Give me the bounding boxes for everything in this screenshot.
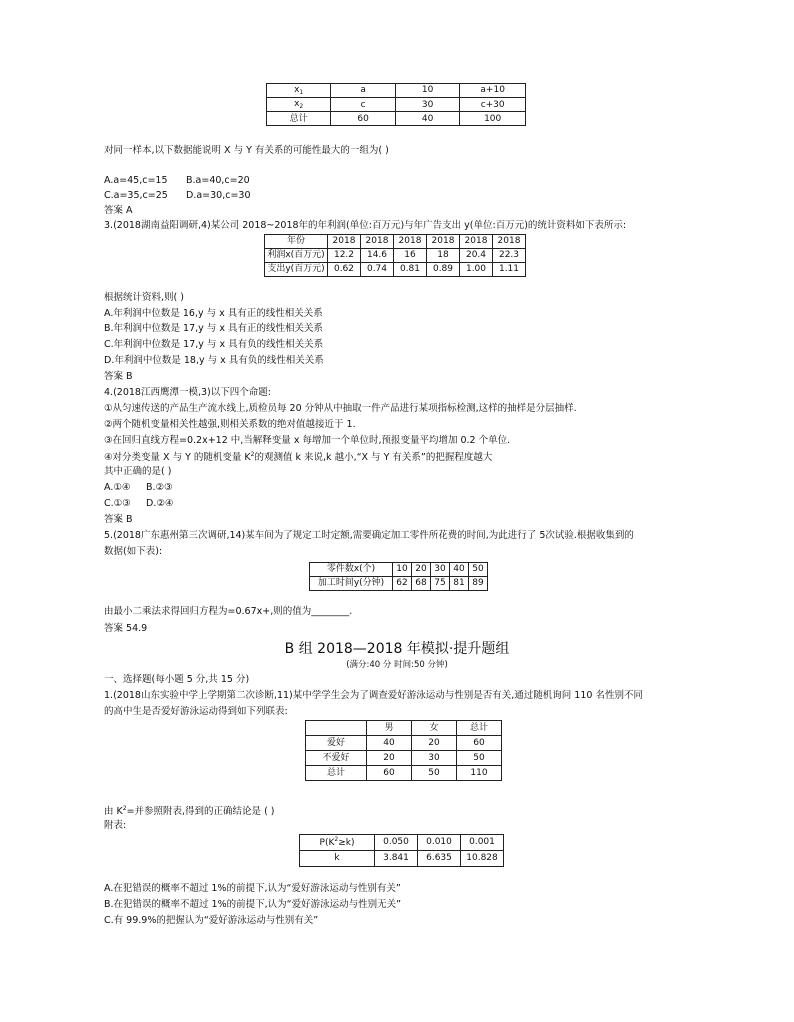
group-b-subtitle: (满分:40 分 时间:50 分钟) xyxy=(346,660,448,670)
table-cell: 20 xyxy=(367,751,412,766)
option-c: C.a=35,c=25 xyxy=(104,190,168,201)
table-cell: k xyxy=(300,851,375,867)
table-cell: 16 xyxy=(394,249,427,263)
table-row xyxy=(267,112,526,126)
table-cell: 14.6 xyxy=(361,249,394,263)
table-cell: 不爱好 xyxy=(306,751,367,766)
q3-option-b: B.年利润中位数是 17,y 与 x 具有正的线性相关关系 xyxy=(104,323,323,334)
table-cell: c xyxy=(331,98,396,112)
table-row xyxy=(265,263,526,277)
table-cell: 女 xyxy=(412,721,457,736)
contingency-table-x xyxy=(266,83,526,126)
table-cell: 利润x(百万元) xyxy=(265,249,328,263)
table-cell: 40 xyxy=(395,112,460,126)
table-cell: 1.11 xyxy=(493,263,526,277)
group-b-title: B 组 2018—2018 年模拟·提升题组 xyxy=(284,641,510,657)
table-cell: 0.74 xyxy=(361,263,394,277)
q4-item-2: ②两个随机变量相关性越强,则相关系数的绝对值越接近于 1. xyxy=(104,419,356,430)
table-cell: 0.62 xyxy=(328,263,361,277)
table-cell: 62 xyxy=(393,577,412,591)
table-cell: 0.81 xyxy=(394,263,427,277)
q5-answer: 答案 54.9 xyxy=(104,623,148,634)
table-cell: 支出y(百万元) xyxy=(265,263,328,277)
table-cell: 0.001 xyxy=(461,835,504,851)
table-cell: 20.4 xyxy=(460,249,493,263)
q4-item-1: ①从匀速传送的产品生产流水线上,质检员每 20 分钟从中抽取一件产品进行某项指标检测,这样的抽样是分层抽样. xyxy=(104,403,577,414)
table-cell: $P(K^2\ge k)$ xyxy=(300,835,375,851)
table-cell xyxy=(306,721,367,736)
profit-expense-table xyxy=(264,234,526,277)
table-row xyxy=(310,563,488,577)
table-cell: 2018 xyxy=(493,235,526,249)
table-cell: 40 xyxy=(367,736,412,751)
table-cell: 爱好 xyxy=(306,736,367,751)
chi-square-appendix-table xyxy=(299,834,504,867)
table-cell: 20 xyxy=(412,736,457,751)
table-cell: a xyxy=(331,84,396,98)
parts-time-table xyxy=(309,562,488,591)
b1-text-2: 的高中生是否爱好游泳运动得到如下列联表: xyxy=(104,706,288,717)
table-cell: 100 xyxy=(460,112,526,126)
table-row xyxy=(310,577,488,591)
table-cell: 12.2 xyxy=(328,249,361,263)
table-cell: 10.828 xyxy=(461,851,504,867)
q3-answer: 答案 B xyxy=(104,371,133,382)
table-cell: 110 xyxy=(457,766,502,781)
q4-option-d: D.②④ xyxy=(146,498,174,509)
table-cell: 总计 xyxy=(457,721,502,736)
option-a: A.a=45,c=15 xyxy=(104,175,168,186)
table-cell: 2018 xyxy=(361,235,394,249)
question-4-text: 4.(2018江西鹰潭一模,3)以下四个命题: xyxy=(104,387,271,398)
q3-option-c: C.年利润中位数是 17,y 与 x 具有负的线性相关关系 xyxy=(104,339,324,350)
swimming-contingency-table xyxy=(305,720,502,781)
table-cell: 1.00 xyxy=(460,263,493,277)
table-cell: 60 xyxy=(367,766,412,781)
appendix-label: 附表: xyxy=(104,820,127,831)
table-cell: 81 xyxy=(450,577,469,591)
q4-item-4: ④对分类变量 X 与 Y 的随机变量 $K^2$的观测值 k 来说,k 越小,“X 与 Y 有关系”的把握程度越大 xyxy=(104,451,493,463)
option-d: D.a=30,c=30 xyxy=(186,190,251,201)
table-cell: 0.89 xyxy=(427,263,460,277)
b1-option-c: C.有 99.9%的把握认为“爱好游泳运动与性别有关” xyxy=(104,915,319,926)
table-cell: 10 xyxy=(395,84,460,98)
q3-option-d: D.年利润中位数是 18,y 与 x 具有负的线性相关关系 xyxy=(104,355,324,366)
table-cell: 20 xyxy=(412,563,431,577)
q4-answer: 答案 B xyxy=(104,514,133,525)
table-cell: $x_1$ xyxy=(267,84,331,98)
table-cell: 3.841 xyxy=(375,851,418,867)
question-3-text: 3.(2018湖南益阳调研,4)某公司 2018~2018年的年利润(单位:百万元)与年广告支出 y(单位:百万元)的统计资料如下表所示: xyxy=(104,220,627,231)
table-cell: 50 xyxy=(457,751,502,766)
table-cell: 2018 xyxy=(427,235,460,249)
table-cell: a+10 xyxy=(460,84,526,98)
table-row xyxy=(300,835,504,851)
table-row xyxy=(306,751,502,766)
q3-option-a: A.年利润中位数是 16,y 与 x 具有正的线性相关关系 xyxy=(104,308,323,319)
table-cell: 89 xyxy=(469,577,488,591)
table-row xyxy=(265,235,526,249)
section-heading: 一、选择题(每小题 5 分,共 15 分) xyxy=(104,674,250,685)
table-row xyxy=(306,721,502,736)
option-b: B.a=40,c=20 xyxy=(186,175,250,186)
table-cell: 2018 xyxy=(394,235,427,249)
table-cell: 60 xyxy=(457,736,502,751)
table-cell: 加工时间y(分钟) xyxy=(310,577,393,591)
table-cell: 2018 xyxy=(328,235,361,249)
table-row xyxy=(267,98,526,112)
table-cell: 50 xyxy=(469,563,488,577)
question-5-text-1: 5.(2018广东惠州第三次调研,14)某车间为了规定工时定额,需要确定加工零件所花费的时间,为此进行了 5次试验.根据收集到的 xyxy=(104,530,634,541)
q4-item-3: ③在回归直线方程=0.2x+12 中,当解释变量 x 每增加一个单位时,预报变量平均增加 0.2 个单位. xyxy=(104,435,511,446)
question-3-prompt: 根据统计资料,则( ) xyxy=(104,292,184,303)
table-cell: 年份 xyxy=(265,235,328,249)
table-cell: 男 xyxy=(367,721,412,736)
table-cell: 0.010 xyxy=(418,835,461,851)
table-row xyxy=(300,851,504,867)
q4-option-c: C.①③ xyxy=(104,498,131,509)
table-cell: 10 xyxy=(393,563,412,577)
table-cell: 0.050 xyxy=(375,835,418,851)
table-cell: 总计 xyxy=(267,112,331,126)
table-cell: 总计 xyxy=(306,766,367,781)
table-cell: 30 xyxy=(431,563,450,577)
table-cell: 60 xyxy=(331,112,396,126)
answer: 答案 A xyxy=(104,205,133,216)
table-cell: 75 xyxy=(431,577,450,591)
table-cell: 68 xyxy=(412,577,431,591)
q4-option-b: B.②③ xyxy=(146,482,173,493)
table-cell: 30 xyxy=(412,751,457,766)
b1-prompt: 由 $K^2=$并参照附表,得到的正确结论是 ( ) xyxy=(104,805,275,817)
table-cell: 2018 xyxy=(460,235,493,249)
table-cell: $x_2$ xyxy=(267,98,331,112)
table-cell: 22.3 xyxy=(493,249,526,263)
table-row xyxy=(306,736,502,751)
table-row xyxy=(306,766,502,781)
table-cell: 30 xyxy=(395,98,460,112)
b1-option-b: B.在犯错误的概率不超过 1%的前提下,认为“爱好游泳运动与性别无关” xyxy=(104,899,401,910)
table-cell: 40 xyxy=(450,563,469,577)
table-cell: c+30 xyxy=(460,98,526,112)
b1-text-1: 1.(2018山东实验中学上学期第二次诊断,11)某中学学生会为了调查爱好游泳运动与性别是否有关,通过随机询问 110 名性别不同 xyxy=(104,690,643,701)
table-row xyxy=(267,84,526,98)
question-5-text-2: 数据(如下表): xyxy=(104,546,163,557)
question-intro: 对同一样本,以下数据能说明 X 与 Y 有关系的可能性最大的一组为( ) xyxy=(104,145,389,156)
b1-option-a: A.在犯错误的概率不超过 1%的前提下,认为“爱好游泳运动与性别有关” xyxy=(104,883,401,894)
table-cell: 18 xyxy=(427,249,460,263)
table-row xyxy=(265,249,526,263)
q4-prompt: 其中正确的是( ) xyxy=(104,466,172,477)
q4-option-a: A.①④ xyxy=(104,482,131,493)
table-cell: 50 xyxy=(412,766,457,781)
q5-prompt: 由最小二乘法求得回归方程为=0.67x+,则的值为________. xyxy=(104,606,353,617)
table-cell: 零件数x(个) xyxy=(310,563,393,577)
table-cell: 6.635 xyxy=(418,851,461,867)
